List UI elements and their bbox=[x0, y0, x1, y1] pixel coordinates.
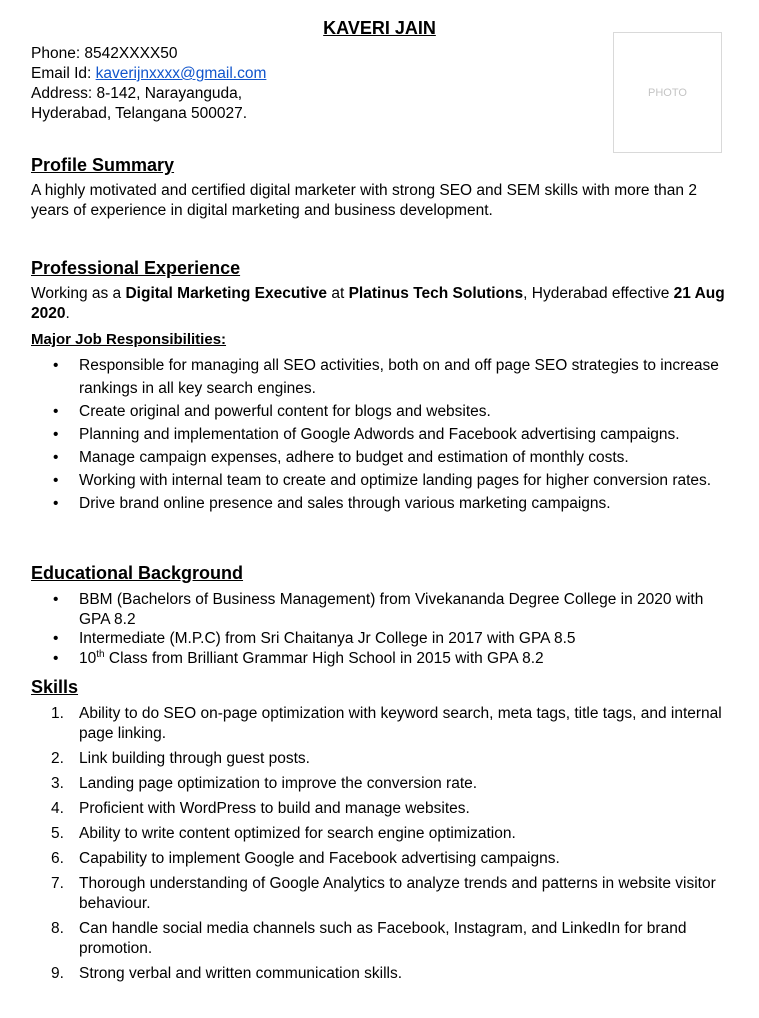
superscript: th bbox=[96, 648, 105, 660]
intro-text: at bbox=[327, 285, 349, 302]
photo-placeholder: PHOTO bbox=[613, 32, 722, 153]
address-line-1: Address: 8-142, Narayanguda, bbox=[31, 85, 243, 102]
list-item bbox=[31, 354, 731, 400]
list-item bbox=[31, 590, 731, 629]
list-item bbox=[31, 919, 731, 959]
company-name: Platinus Tech Solutions bbox=[348, 285, 524, 302]
list-number: 6. bbox=[51, 850, 64, 867]
bullet-mark: • bbox=[53, 495, 59, 512]
list-item bbox=[31, 749, 731, 769]
education-item-pre: 10 bbox=[79, 649, 97, 667]
intro-text: Working as a bbox=[31, 285, 126, 302]
profile-summary-text: A highly motivated and certified digital marketer with strong SEO and SEM skills with more than 2 years of experience in digital marketing and business development. bbox=[31, 182, 697, 219]
responsibility-text: Manage campaign expenses, adhere to budget and estimation of monthly costs. bbox=[79, 449, 629, 466]
list-item bbox=[31, 849, 731, 869]
education-item: Intermediate (M.P.C) from Sri Chaitanya Jr College in 2017 with GPA 8.5 bbox=[79, 630, 576, 647]
email-line bbox=[31, 64, 266, 84]
list-item bbox=[31, 400, 731, 423]
list-item bbox=[31, 423, 731, 446]
skill-text: Ability to write content optimized for search engine optimization. bbox=[79, 825, 516, 842]
skills-list bbox=[31, 704, 731, 989]
experience-heading: Professional Experience bbox=[31, 258, 241, 278]
education-list bbox=[31, 590, 731, 668]
responsibilities-list bbox=[31, 354, 731, 515]
bullet-mark: • bbox=[53, 449, 59, 466]
job-role: Digital Marketing Executive bbox=[125, 285, 328, 302]
bullet-mark: • bbox=[53, 591, 59, 608]
responsibility-text: Planning and implementation of Google Adwords and Facebook advertising campaigns. bbox=[79, 426, 680, 443]
skill-text: Landing page optimization to improve the conversion rate. bbox=[79, 775, 478, 792]
email-link[interactable]: kaverijnxxxx@gmail.com bbox=[95, 65, 267, 82]
responsibility-text: Responsible for managing all SEO activities, both on and off page SEO strategies to increase rankings in all key search engines. bbox=[79, 357, 719, 397]
bullet-mark: • bbox=[53, 403, 59, 420]
responsibilities-heading: Major Job Responsibilities: bbox=[31, 331, 227, 348]
list-item bbox=[31, 629, 731, 649]
phone-line: Phone: 8542XXXX50 bbox=[31, 45, 178, 62]
list-number: 3. bbox=[51, 775, 64, 792]
bullet-mark: • bbox=[53, 472, 59, 489]
bullet-mark: • bbox=[53, 649, 59, 667]
skill-text: Ability to do SEO on-page optimization with keyword search, meta tags, title tags, and internal page linking. bbox=[79, 705, 722, 742]
bullet-mark: • bbox=[53, 426, 59, 443]
list-item bbox=[31, 799, 731, 819]
list-number: 4. bbox=[51, 800, 64, 817]
list-item bbox=[31, 492, 731, 515]
list-item bbox=[31, 446, 731, 469]
skill-text: Can handle social media channels such as Facebook, Instagram, and LinkedIn for brand promotion. bbox=[79, 920, 687, 957]
list-number: 9. bbox=[51, 965, 64, 982]
list-item bbox=[31, 774, 731, 794]
list-item bbox=[31, 824, 731, 844]
skill-text: Link building through guest posts. bbox=[79, 750, 310, 767]
start-date: 21 Aug 2020 bbox=[31, 285, 725, 322]
list-item bbox=[31, 704, 731, 744]
responsibility-text: Working with internal team to create and optimize landing pages for higher conversion rates. bbox=[79, 472, 712, 489]
list-item bbox=[31, 469, 731, 492]
list-number: 1. bbox=[51, 705, 64, 722]
contact-block bbox=[31, 44, 266, 124]
skill-text: Thorough understanding of Google Analytics to analyze trends and patterns in website visitor behaviour. bbox=[79, 875, 716, 912]
candidate-name: KAVERI JAIN bbox=[323, 18, 436, 38]
list-number: 5. bbox=[51, 825, 64, 842]
skill-text: Capability to implement Google and Facebook advertising campaigns. bbox=[79, 850, 560, 867]
education-item: BBM (Bachelors of Business Management) from Vivekananda Degree College in 2020 with GPA 8.2 bbox=[79, 591, 704, 628]
list-number: 2. bbox=[51, 750, 64, 767]
skill-text: Proficient with WordPress to build and manage websites. bbox=[79, 800, 470, 817]
bullet-mark: • bbox=[53, 630, 59, 647]
list-number: 7. bbox=[51, 875, 64, 892]
experience-intro bbox=[31, 284, 727, 324]
responsibility-text: Create original and powerful content for blogs and websites. bbox=[79, 403, 491, 420]
list-item bbox=[31, 649, 731, 669]
education-item-post: Class from Brilliant Grammar High School in 2015 with GPA 8.2 bbox=[104, 649, 544, 667]
education-heading: Educational Background bbox=[31, 563, 244, 583]
list-item bbox=[31, 964, 731, 984]
email-label: Email Id: bbox=[31, 65, 96, 82]
skills-heading: Skills bbox=[31, 677, 79, 697]
address-line-2: Hyderabad, Telangana 500027. bbox=[31, 105, 248, 122]
intro-text: . bbox=[65, 305, 70, 322]
bullet-mark: • bbox=[53, 357, 59, 374]
list-item bbox=[31, 874, 731, 914]
responsibility-text: Drive brand online presence and sales through various marketing campaigns. bbox=[79, 495, 611, 512]
profile-summary-heading: Profile Summary bbox=[31, 155, 175, 175]
skill-text: Strong verbal and written communication skills. bbox=[79, 965, 403, 982]
intro-text: , Hyderabad effective bbox=[523, 285, 674, 302]
list-number: 8. bbox=[51, 920, 64, 937]
